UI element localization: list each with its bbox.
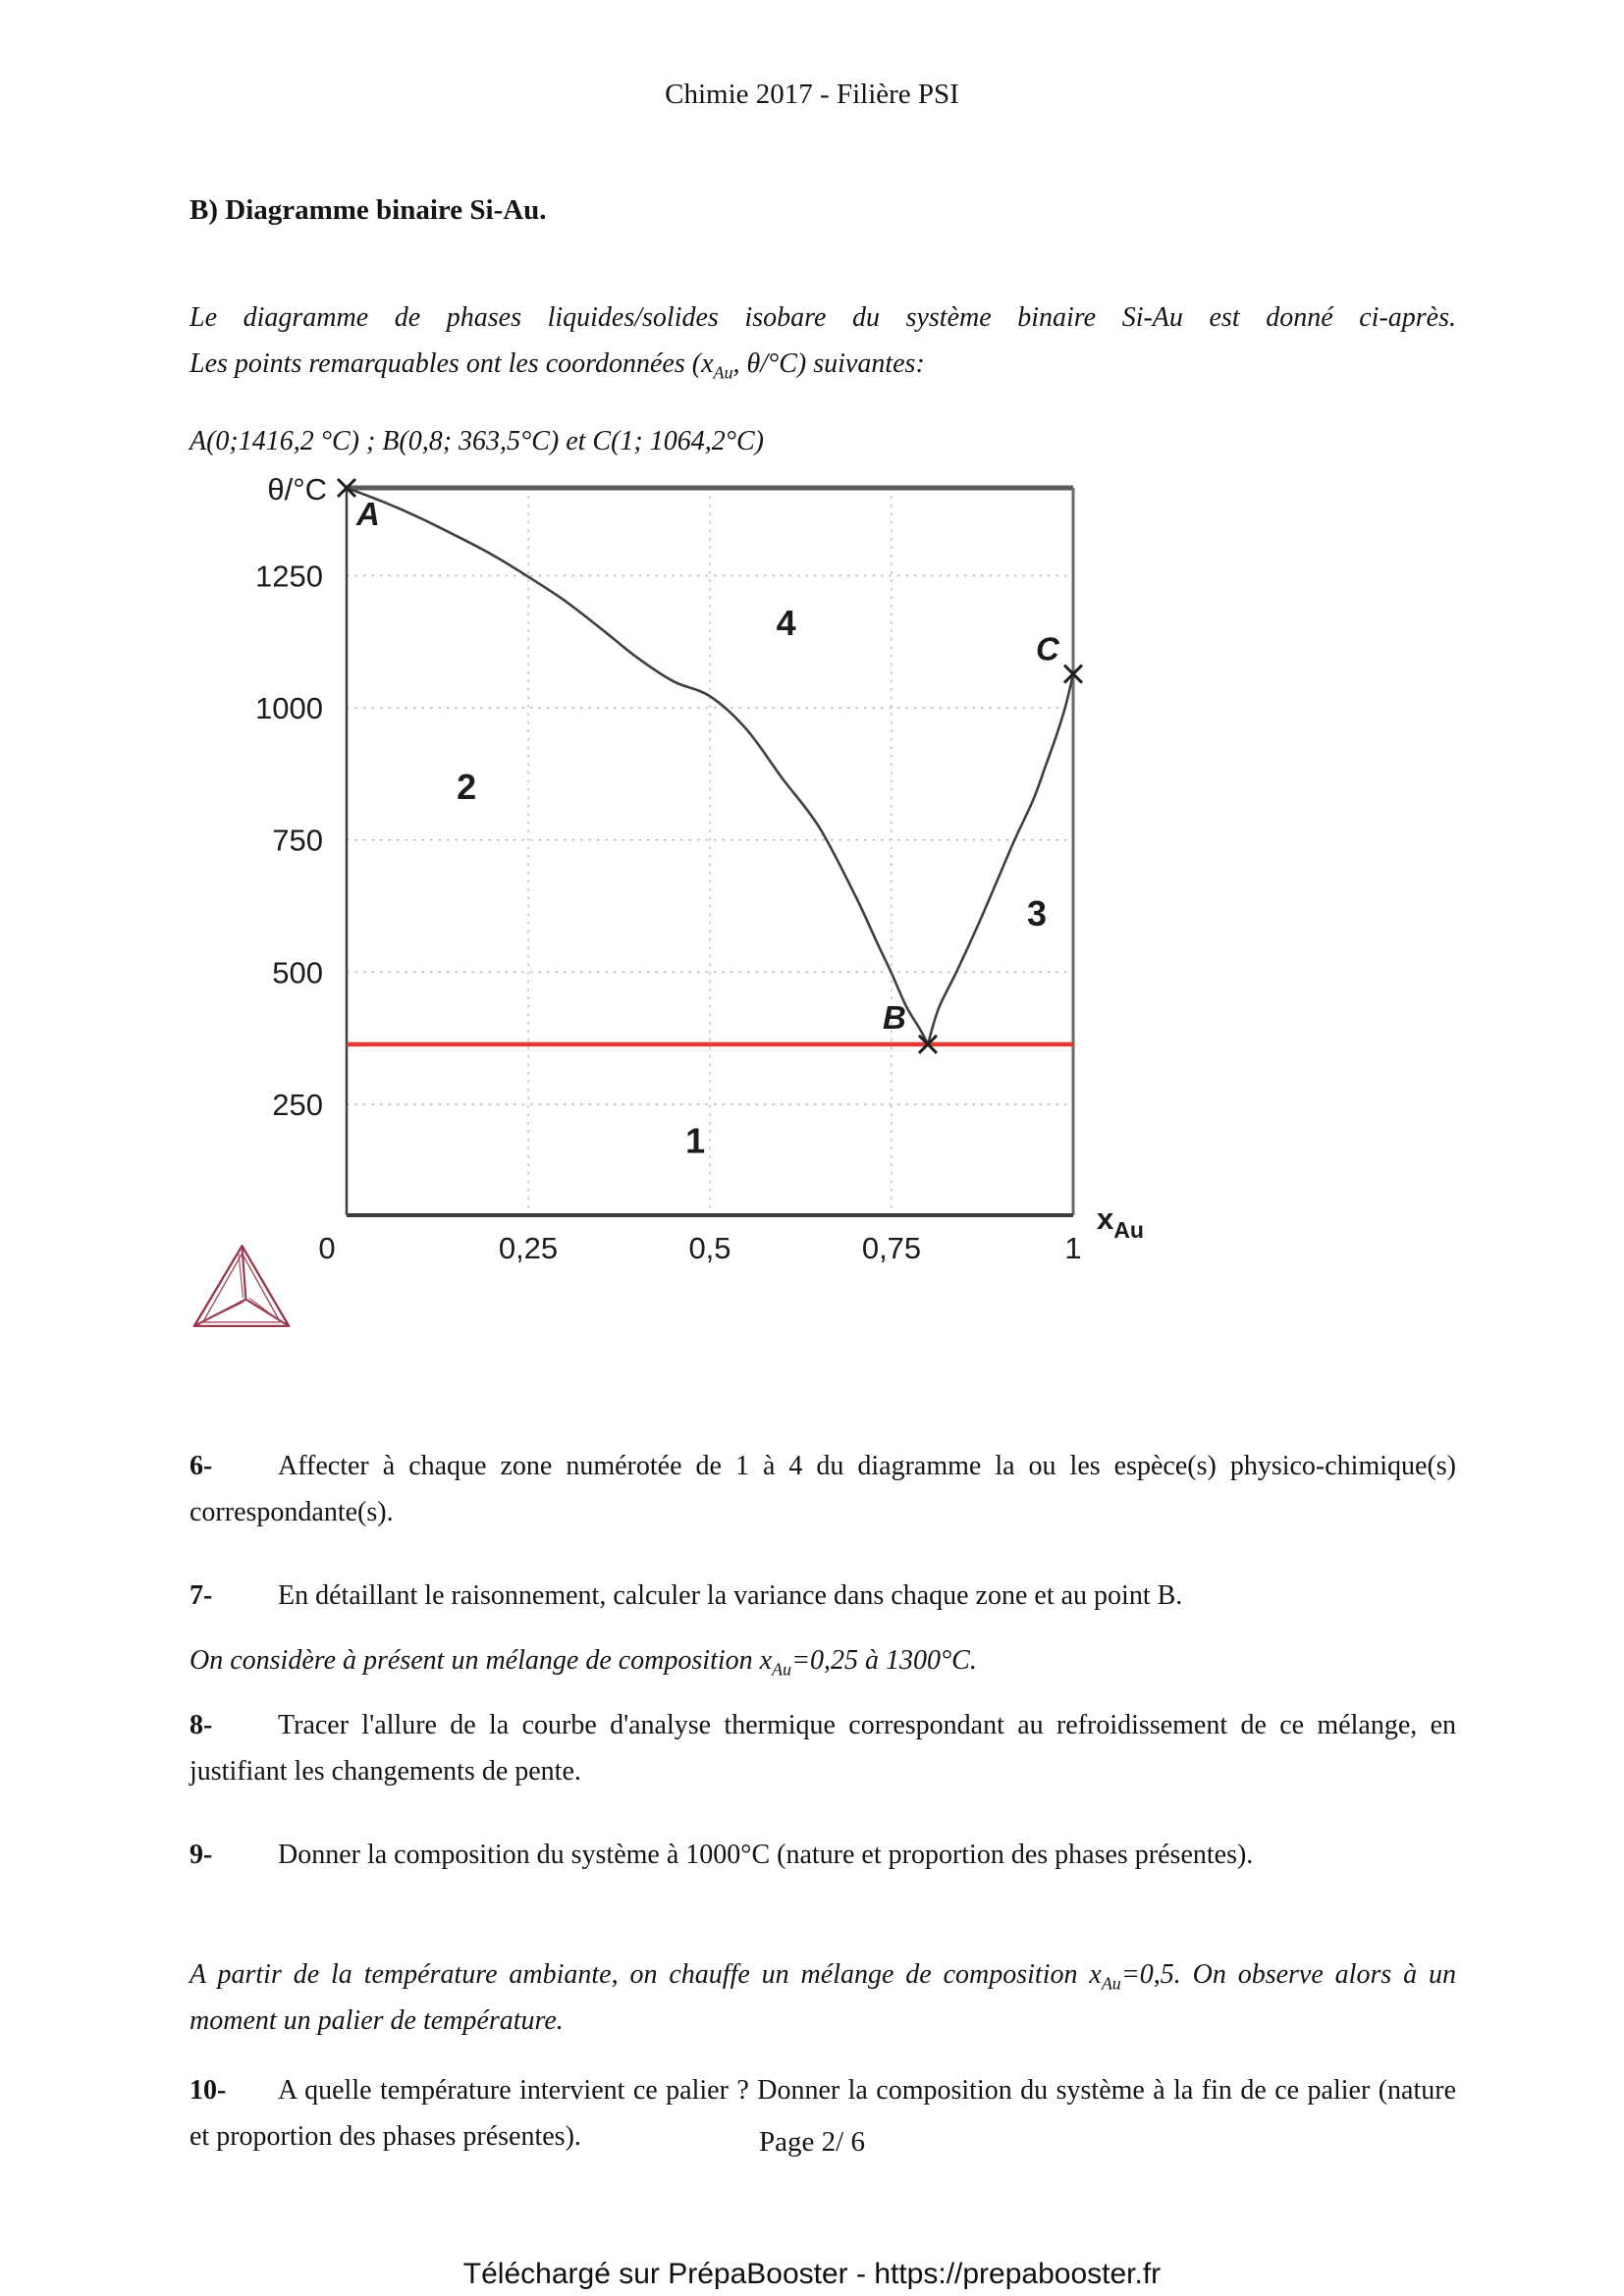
x-tick-0,25: 0,25 <box>498 1231 559 1265</box>
marker-label-A: A <box>356 496 380 532</box>
x-tick-0: 0 <box>318 1231 336 1265</box>
y-tick-500: 500 <box>272 955 323 990</box>
question-8-number: 8- <box>189 1710 213 1740</box>
y-tick-750: 750 <box>272 823 323 858</box>
thermocalc-logo <box>189 1243 295 1331</box>
series-liquidus-B-to-C <box>928 674 1073 1044</box>
y-tick-250: 250 <box>272 1087 323 1122</box>
intro-paragraph <box>189 294 1456 387</box>
phase-diagram-chart <box>172 452 1213 1281</box>
marker-label-C: C <box>1036 630 1059 667</box>
note-mixture-025: On considère à présent un mélange de composition $x_{Au}=0,25$ à 1300°C. <box>189 1645 977 1680</box>
x-tick-0,5: 0,5 <box>688 1231 731 1265</box>
question-7 <box>189 1573 1456 1619</box>
question-9-number: 9- <box>189 1840 213 1870</box>
y-axis-label: θ/°C <box>267 472 327 507</box>
series-liquidus-A-to-B <box>347 488 928 1044</box>
question-8 <box>189 1702 1456 1794</box>
intro-line-2: Les points remarquables ont les coordonnées ($x_{Au}$, θ/°C) suivantes: <box>189 348 925 383</box>
zone-label-2: 2 <box>457 766 477 807</box>
remarkable-points-line: A(0;1416,2 °C) ; B(0,8; 363,5°C) et C(1; 1064,2°C) <box>189 426 764 456</box>
subscript-au: Au <box>713 362 733 383</box>
question-9 <box>189 1832 1456 1878</box>
question-8-text: Tracer l'allure de la courbe d'analyse thermique correspondant au refroidissement de ce mélange, en justifiant les changements de pente. <box>189 1710 1456 1787</box>
question-6-number: 6- <box>189 1451 213 1481</box>
page-number: Page 2/ 6 <box>759 2126 865 2158</box>
zone-label-1: 1 <box>685 1120 706 1161</box>
y-tick-1250: 1250 <box>255 559 323 594</box>
note-mixture-05: A partir de la température ambiante, on chauffe un mélange de composition $x_{Au}=0,5$. On observe alors à un moment un palier de température. <box>189 1959 1457 2036</box>
zone-label-4: 4 <box>776 602 796 643</box>
y-tick-1000: 1000 <box>255 691 323 726</box>
footer-download-link[interactable]: Téléchargé sur PrépaBooster - https://prepabooster.fr <box>462 2258 1162 2290</box>
x-tick-1: 1 <box>1064 1231 1082 1265</box>
x-axis-label: $x_{Au}$ <box>1097 1201 1144 1243</box>
zone-label-3: 3 <box>1026 893 1048 934</box>
page-header-title: Chimie 2017 - Filière PSI <box>665 79 959 110</box>
x-tick-0,75: 0,75 <box>861 1231 922 1265</box>
subscript-au: Au <box>1101 1973 1121 1994</box>
question-9-text: Donner la composition du système à 1000°C (nature et proportion des phases présentes). <box>278 1840 1254 1870</box>
question-7-text: En détaillant le raisonnement, calculer la variance dans chaque zone et au point B. <box>278 1580 1183 1611</box>
question-6-text: Affecter à chaque zone numérotée de 1 à 4 du diagramme la ou les espèce(s) physico-chimique(s) correspondante(s). <box>189 1451 1456 1527</box>
question-6 <box>189 1443 1456 1535</box>
marker-label-B: B <box>883 998 906 1036</box>
intro-line-1: Le diagramme de phases liquides/solides isobare du système binaire Si-Au est donné ci-après. <box>189 302 1456 333</box>
question-10-number: 10- <box>189 2075 227 2106</box>
subscript-au: Au <box>772 1659 792 1680</box>
question-10-text: A quelle température intervient ce palier ? Donner la composition du système à la fin de ce palier (nature et proportion des phases présentes). <box>189 2075 1456 2152</box>
question-7-number: 7- <box>189 1580 213 1611</box>
section-heading: B) Diagramme binaire Si-Au. <box>189 194 547 226</box>
